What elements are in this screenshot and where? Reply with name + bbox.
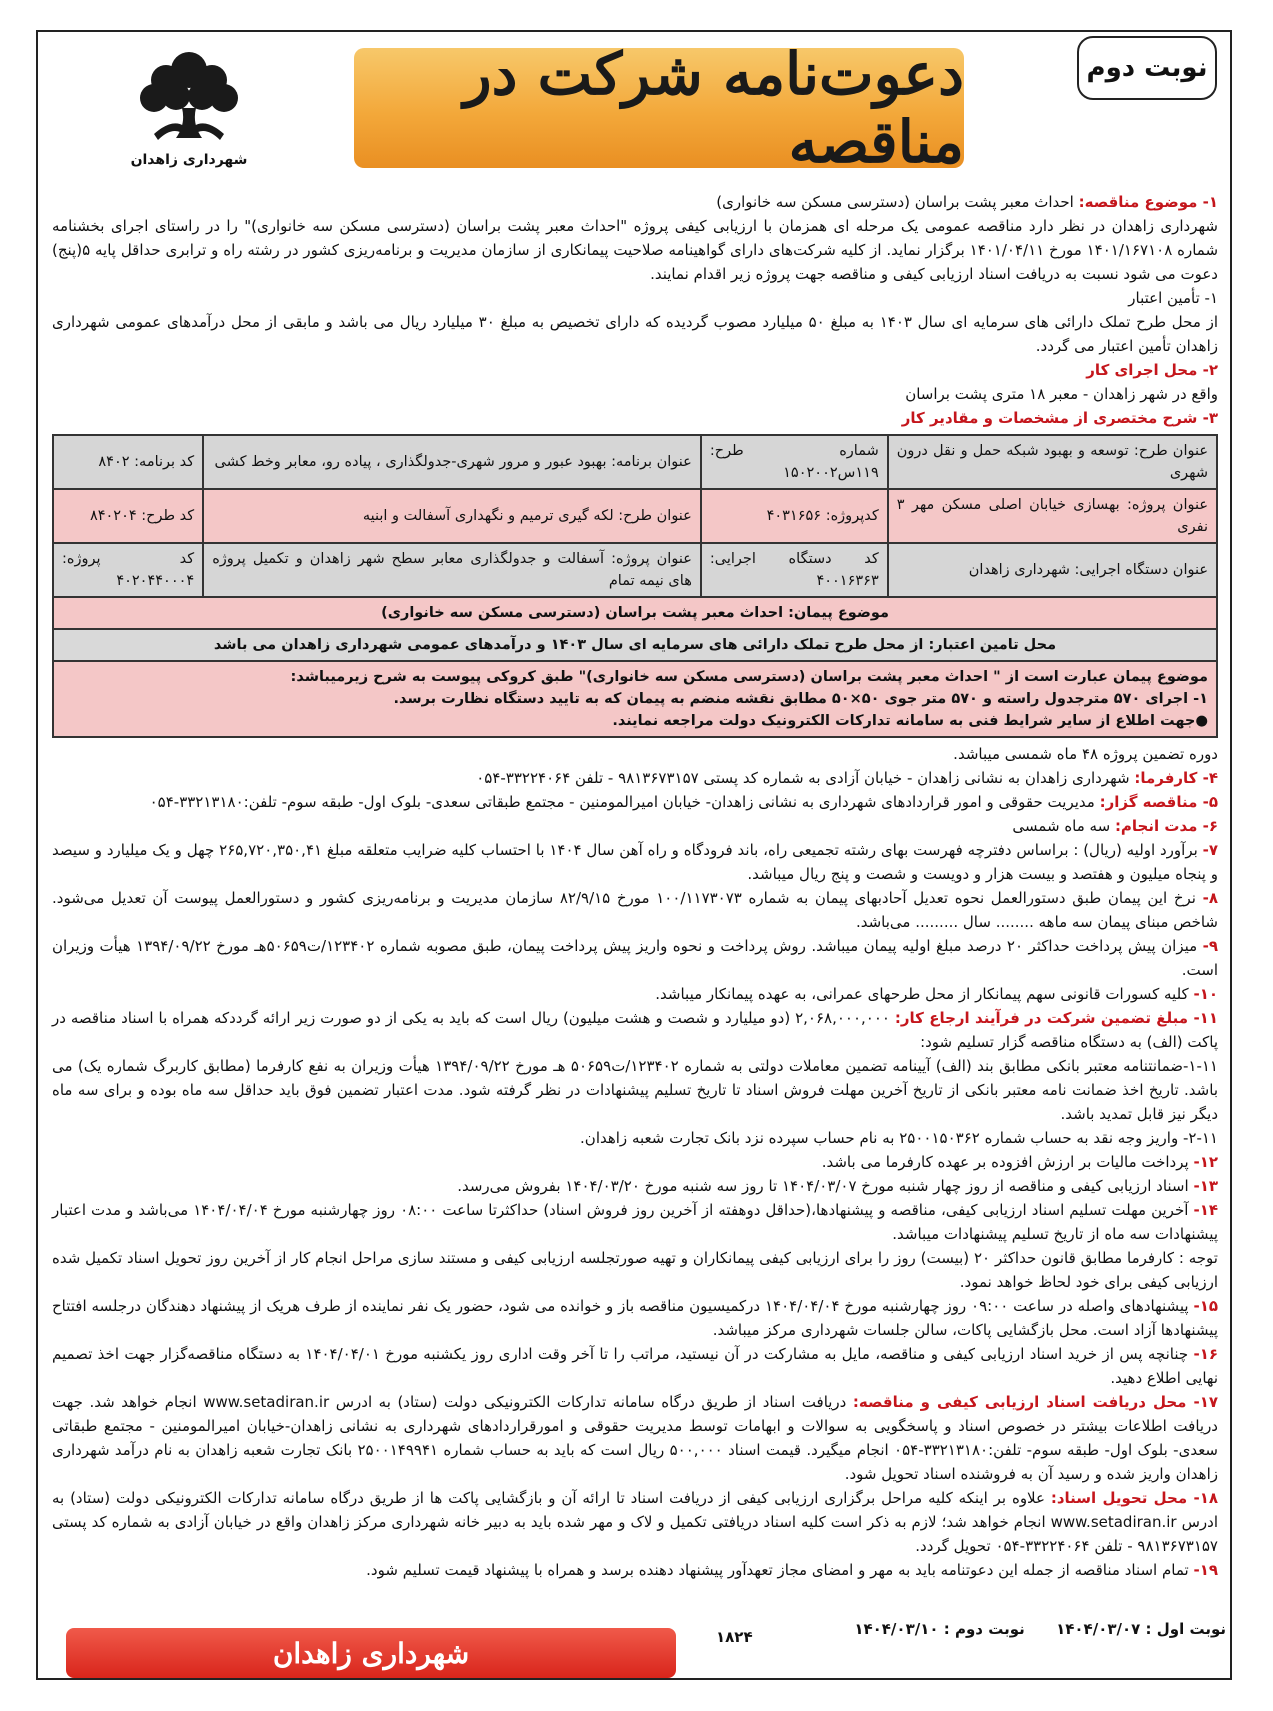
footer-bar bbox=[66, 1628, 676, 1678]
list-item bbox=[52, 766, 1218, 790]
publication-rounds bbox=[806, 1620, 1226, 1638]
section-2-text: واقع در شهر زاهدان - معبر ۱۸ متری پشت براسان bbox=[905, 385, 1218, 403]
list-item-text: میزان پیش پرداخت حداکثر ۲۰ درصد مبلغ اولیه پیمان میباشد. روش پرداخت و نحوه واریز پیش پرداخت پیمان، طبق مصوبه شماره ۱۲۳۴۰۲/ت۵۰۶۵۹هـ مورخ ۱۳۹۴/۰۹/۲۲ هیأت وزیران است. bbox=[52, 937, 1218, 979]
list-item-title: ۶- مدت انجام: bbox=[1114, 817, 1218, 835]
list-item-title: ۱۵- bbox=[1193, 1297, 1218, 1315]
scope-line-2: ۱- اجرای ۵۷۰ مترجدول راسته و ۵۷۰ متر جوی ۵۰×۵۰ مطابق نقشه منضم به پیمان که به تایید دستگاه نظارت برسد. bbox=[393, 691, 1208, 707]
list-item-text: ۲,۰۶۸,۰۰۰,۰۰۰ (دو میلیارد و شصت و هشت میلیون) ریال است که باید به یکی از دو صورت زیر ارائه گرددکه همراه با اسناد مناقصه در پاکت (الف) به دستگاه مناقصه گزار تسلیم شود: bbox=[52, 1009, 1218, 1051]
list-item-text: ۱-۱۱-ضمانتنامه معتبر بانکی مطابق بند (الف) آیینامه تضمین معاملات دولتی به شماره ۱۲۳۴۰۲/ت۵۰۶۵۹ هـ مورخ ۱۳۹۴/۰۹/۲۲ هیأت وزیران به نفع کارفرما (مطابق کاربرگ شماره یک) می باشد. تاریخ اخذ ضمانت نامه معتبر بانکی از تاریخ آخرین مهلت فروش اسناد تا تاریخ تسلیم پیشنهادات در نظر گرفته شود. مدت اعتبار تضمین فوق باید حداقل سه ماه بوده و برای سه ماه دیگر نیز قابل تمدید باشد. bbox=[52, 1057, 1218, 1123]
header bbox=[36, 36, 1232, 186]
list-item bbox=[52, 1246, 1218, 1294]
list-item-title: ۱۰- bbox=[1193, 985, 1218, 1003]
list-item-title: ۱۱- مبلغ تضمین شرکت در فرآیند ارجاع کار: bbox=[894, 1009, 1218, 1027]
list-item-text: علاوه بر اینکه کلیه مراحل برگزاری ارزیابی کیفی از دریافت اسناد تا ارائه آن و بازگشایی پاکت ها از طریق درگاه سامانه تدارکات الکترونیکی دولت (ستاد) به ادرس www.setadiran.ir انجام خواهد شد؛ لازم به ذکر است کلیه اسناد دریافتی تکمیل و لاک و مهر شده باید به دبیر خانه شهرداری مرکز زاهدان واقع در خیابان آزادی به شماره کد پستی ۹۸۱۳۶۷۳۱۵۷ - تلفن ۳۳۲۲۴۰۶۴-۰۵۴ تحویل گردد. bbox=[52, 1489, 1219, 1555]
table-cell-funding: محل تامین اعتبار: از محل طرح تملک دارائی های سرمایه ای سال ۱۴۰۳ و درآمدهای عمومی شهرداری زاهدان می باشد bbox=[53, 629, 1217, 661]
list-item-title: ۱۳- bbox=[1193, 1177, 1218, 1195]
list-item-title: ۵- مناقصه گزار: bbox=[1099, 793, 1218, 811]
list-item-text: مدیریت حقوقی و امور قراردادهای شهرداری به نشانی زاهدان- خیابان امیرالمومنین - مجتمع طبقاتی سعدی- بلوک اول- طبقه سوم- تلفن:۳۳۲۱۳۱۸۰-۰۵۴ bbox=[149, 793, 1100, 811]
tree-logo-icon bbox=[114, 48, 264, 152]
list-item-title: ۸- bbox=[1202, 889, 1218, 907]
table-cell: عنوان طرح: توسعه و بهبود شبکه حمل و نقل درون شهری bbox=[888, 435, 1217, 489]
list-item-title: ۱۸- محل تحویل اسناد: bbox=[1050, 1489, 1218, 1507]
specs-table bbox=[52, 434, 1218, 738]
list-item-text: شهرداری زاهدان به نشانی زاهدان - خیابان آزادی به شماره کد پستی ۹۸۱۳۶۷۳۱۵۷ - تلفن ۳۳۲۲۴۰۶۴-۰۵۴ bbox=[476, 769, 1135, 787]
section-1-subject: احداث معبر پشت براسان (دسترسی مسکن سه خانواری) bbox=[716, 193, 1079, 211]
list-item-title: ۴- کارفرما: bbox=[1134, 769, 1218, 787]
list-item-text: برآورد اولیه (ریال) : براساس دفترچه فهرست بهای رشته تجمیعی راه، باند فرودگاه و راه آهن سال ۱۴۰۴ با احتساب کلیه ضرایب متعلقه مبلغ ۲۶۵,۷۲۰,۳۵۰,۴۱ چهل و یک میلیارد و سیصد و پنجاه میلیون و هفتصد و بیست هزار و دویست و شصت و پنج ریال میباشد. bbox=[52, 841, 1218, 883]
round-2-date: نوبت دوم : ۱۴۰۴/۰۳/۱۰ bbox=[854, 1620, 1025, 1638]
list-item-title: ۱۶- bbox=[1193, 1345, 1218, 1363]
table-cell: کد پروژه: ۴۰۲۰۴۴۰۰۰۴ bbox=[53, 543, 203, 597]
logo-caption: شهرداری زاهدان bbox=[130, 152, 248, 168]
list-item bbox=[52, 1342, 1218, 1390]
table-cell: عنوان طرح: لکه گیری ترمیم و نگهداری آسفالت و ابنیه bbox=[203, 489, 701, 543]
list-item-title: ۱۷- محل دریافت اسناد ارزیابی کیفی و مناقصه: bbox=[852, 1393, 1218, 1411]
list-item-text: تمام اسناد مناقصه از جمله این دعوتنامه باید به مهر و امضای مجاز تعهدآور پیشنهاد دهنده برسد و همراه با پیشنهاد قیمت تسلیم شود. bbox=[366, 1561, 1194, 1579]
list-item bbox=[52, 1486, 1218, 1558]
document-body bbox=[52, 190, 1218, 1582]
list-item bbox=[52, 1390, 1218, 1486]
items-list bbox=[52, 766, 1218, 1582]
list-item bbox=[52, 1150, 1218, 1174]
list-item bbox=[52, 1006, 1218, 1054]
list-item bbox=[52, 1174, 1218, 1198]
table-row bbox=[53, 597, 1217, 629]
list-item bbox=[52, 934, 1218, 982]
table-cell: شماره طرح: ۱۱۹س۱۵۰۲۰۰۲ bbox=[701, 435, 888, 489]
list-item-title: ۱۹- bbox=[1193, 1561, 1218, 1579]
table-cell: عنوان دستگاه اجرایی: شهرداری زاهدان bbox=[888, 543, 1217, 597]
list-item bbox=[52, 790, 1218, 814]
footer-org-name: شهرداری زاهدان bbox=[272, 1636, 470, 1670]
table-cell: عنوان پروژه: بهسازی خیابان اصلی مسکن مهر ۳ نفری bbox=[888, 489, 1217, 543]
table-cell: کدپروژه: ۴۰۳۱۶۵۶ bbox=[701, 489, 888, 543]
list-item-text: پیشنهادهای واصله در ساعت ۰۹:۰۰ روز چهارشنبه مورخ ۱۴۰۴/۰۴/۰۴ درکمیسیون مناقصه باز و خوانده می شود، حضور یک نفر نماینده از طرف هریک از پیشنهاد دهندگان درجلسه افتتاح پیشنهادها آزاد است. محل بازگشایی پاکات، سالن جلسات شهرداری مرکز میباشد. bbox=[52, 1297, 1218, 1339]
table-row bbox=[53, 489, 1217, 543]
list-item bbox=[52, 886, 1218, 934]
section-3-title: ۳- شرح مختصری از مشخصات و مقادیر کار bbox=[901, 409, 1218, 427]
list-item-title: ۱۲- bbox=[1193, 1153, 1218, 1171]
list-item bbox=[52, 814, 1218, 838]
list-item-title: ۱۴- bbox=[1193, 1201, 1218, 1219]
section-1-title: ۱- موضوع مناقصه: bbox=[1078, 193, 1218, 211]
scope-line-3: ●جهت اطلاع از سایر شرایط فنی به سامانه تدارکات الکترونیک دولت مراجعه نمایند. bbox=[612, 713, 1208, 729]
round-1-date: نوبت اول : ۱۴۰۴/۰۳/۰۷ bbox=[1056, 1620, 1226, 1638]
table-cell: عنوان پروژه: آسفالت و جدولگذاری معابر سطح شهر زاهدان و تکمیل پروژه های نیمه تمام bbox=[203, 543, 701, 597]
list-item-text: کلیه کسورات قانونی سهم پیمانکار از محل طرحهای عمرانی، به عهده پیمانکار میباشد. bbox=[655, 985, 1194, 1003]
list-item bbox=[52, 1294, 1218, 1342]
table-cell: کد دستگاه اجرایی: ۴۰۰۱۶۳۶۳ bbox=[701, 543, 888, 597]
list-item-title: ۹- bbox=[1202, 937, 1218, 955]
list-item bbox=[52, 1558, 1218, 1582]
table-row bbox=[53, 629, 1217, 661]
guarantee-period: دوره تضمین پروژه ۴۸ ماه شمسی میباشد. bbox=[953, 745, 1218, 763]
list-item-text: ۲-۱۱- واریز وجه نقد به حساب شماره ۲۵۰۰۱۵۰۳۶۲ به نام حساب سپرده نزد بانک تجارت شعبه زاهدان. bbox=[580, 1129, 1218, 1147]
table-cell-contract-subject: موضوع پیمان: احداث معبر پشت براسان (دسترسی مسکن سه خانواری) bbox=[53, 597, 1217, 629]
table-cell: عنوان برنامه: بهبود عبور و مرور شهری-جدولگذاری ، پیاده رو، معابر وخط کشی bbox=[203, 435, 701, 489]
table-cell: کد طرح: ۸۴۰۲۰۴ bbox=[53, 489, 203, 543]
section-1-paragraph-2: از محل طرح تملک دارائی های سرمایه ای سال ۱۴۰۳ به مبلغ ۵۰ میلیارد مصوب گردیده که دارای تخصیص به مبلغ ۳۰ میلیارد ریال می باشد و مابقی از محل درآمدهای عمومی شهرداری زاهدان تأمین اعتبار می گردد. bbox=[52, 313, 1219, 355]
list-item bbox=[52, 982, 1218, 1006]
footer bbox=[36, 1620, 1232, 1680]
list-item bbox=[52, 1198, 1218, 1246]
section-1-subheading: ۱- تأمین اعتبار bbox=[1128, 289, 1218, 307]
list-item bbox=[52, 1054, 1218, 1126]
table-row bbox=[53, 543, 1217, 597]
page-number: ۱۸۲۴ bbox=[716, 1628, 753, 1646]
list-item-text: آخرین مهلت تسلیم اسناد ارزیابی کیفی، مناقصه و پیشنهادها،(حداقل دوهفته از آخرین روز فروش اسناد) حداکثرتا ساعت ۰۸:۰۰ روز چهارشنبه مورخ ۱۴۰۴/۰۴/۰۴ می‌باشد و مدت اعتبار پیشنهادات سه ماه از تاریخ تسلیم پیشنهادات میباشد. bbox=[52, 1201, 1218, 1243]
round-badge: نوبت دوم bbox=[1077, 36, 1217, 100]
title-banner bbox=[354, 40, 964, 176]
section-1-paragraph-1: شهرداری زاهدان در نظر دارد مناقصه عمومی یک مرحله ای همزمان با ارزیابی کیفی پروژه "احداث معبر پشت براسان (دسترسی مسکن سه خانواری)" را در راستای اجرای بخشنامه شماره ۱۴۰۱/۱۶۷۱۰۸ مورخ ۱۴۰۱/۰۴/۱۱ برگزار نماید. از کلیه شرکت‌های دارای گواهینامه صلاحیت پیمانکاری از سازمان مدیریت و برنامه‌ریزی کشور در رشته راه و ترابری حداقل پایه ۵(پنج) دعوت می شود نسبت به دریافت اسناد ارزیابی کیفی و مناقصه جهت پروژه زیر اقدام نمایند. bbox=[52, 217, 1219, 283]
list-item-text: نرخ این پیمان طبق دستورالعمل نحوه تعدیل آحادبهای پیمان به شماره ۱۰۰/۱۱۷۳۰۷۳ مورخ ۸۲/۹/۱۵ سازمان مدیریت و برنامه‌ریزی کشور و دستورالعمل پیوست آن تعدیل می‌شود. شاخص مبنای پیمان سه ماهه ........ سال ......... می‌باشد. bbox=[52, 889, 1218, 931]
table-row bbox=[53, 435, 1217, 489]
list-item-title: ۷- bbox=[1202, 841, 1219, 859]
list-item-text: پرداخت مالیات بر ارزش افزوده بر عهده کارفرما می باشد. bbox=[821, 1153, 1194, 1171]
list-item bbox=[52, 838, 1218, 886]
list-item-text: دریافت اسناد از طریق درگاه سامانه تدارکات الکترونیکی دولت (ستاد) به ادرس www.setadiran.ir انجام خواهد شد. جهت دریافت اطلاعات بیشتر در خصوص اسناد و پاسخگویی به سوالات و ابهامات توسط مدیریت حقوقی و امورقراردادهای شهرداری به نشانی زاهدان-خیابان امیرالمومنین - مجتمع طبقاتی سعدی- بلوک اول- طبقه سوم- تلفن:۳۳۲۱۳۱۸۰-۰۵۴ انجام میگیرد. قیمت اسناد ۵۰۰,۰۰۰ ریال است که باید به حساب شماره ۲۵۰۰۱۴۹۹۴۱ بانک تجارت شعبه زاهدان به نام درآمد شهرداری زاهدان واریز شده و رسید آن به فروشنده اسناد تحویل شود. bbox=[52, 1393, 1218, 1483]
list-item bbox=[52, 1126, 1218, 1150]
list-item-text: اسناد ارزیابی کیفی و مناقصه از روز چهار شنبه مورخ ۱۴۰۴/۰۳/۰۷ تا روز سه شنبه مورخ ۱۴۰۴/۰۳/۲۰ بفروش می‌رسد. bbox=[457, 1177, 1194, 1195]
page-title: دعوت‌نامه شرکت در مناقصه bbox=[463, 40, 964, 176]
table-row bbox=[53, 661, 1217, 737]
list-item-text: چنانچه پس از خرید اسناد ارزیابی کیفی و مناقصه، مایل به مشارکت در آن نیستید، مراتب را تا آخر وقت اداری روز یکشنبه مورخ ۱۴۰۴/۰۴/۰۱ به دستگاه مناقصه‌گزار جهت اخذ تصمیم نهایی اطلاع دهید. bbox=[52, 1345, 1218, 1387]
scope-line-1: موضوع پیمان عبارت است از " احداث معبر پشت براسان (دسترسی مسکن سه خانواری)" طبق کروکی پیوست به شرح زیرمیباشد: bbox=[290, 669, 1208, 685]
logo bbox=[114, 48, 264, 168]
list-item-text: سه ماه شمسی bbox=[1012, 817, 1115, 835]
table-cell-scope bbox=[53, 661, 1217, 737]
list-item-text: توجه : کارفرما مطابق قانون حداکثر ۲۰ (بیست) روز را برای ارزیابی کیفی پیمانکاران و تهیه صورتجلسه ارزیابی کیفی و مستند سازی مراحل انجام کار از آخرین روز تحویل اسناد تکمیل شده ارزیابی کیفی برای خود لحاظ خواهد نمود. bbox=[52, 1249, 1218, 1291]
table-cell: کد برنامه: ۸۴۰۲ bbox=[53, 435, 203, 489]
section-1 bbox=[52, 190, 1218, 214]
section-2-title: ۲- محل اجرای کار bbox=[1086, 361, 1218, 379]
